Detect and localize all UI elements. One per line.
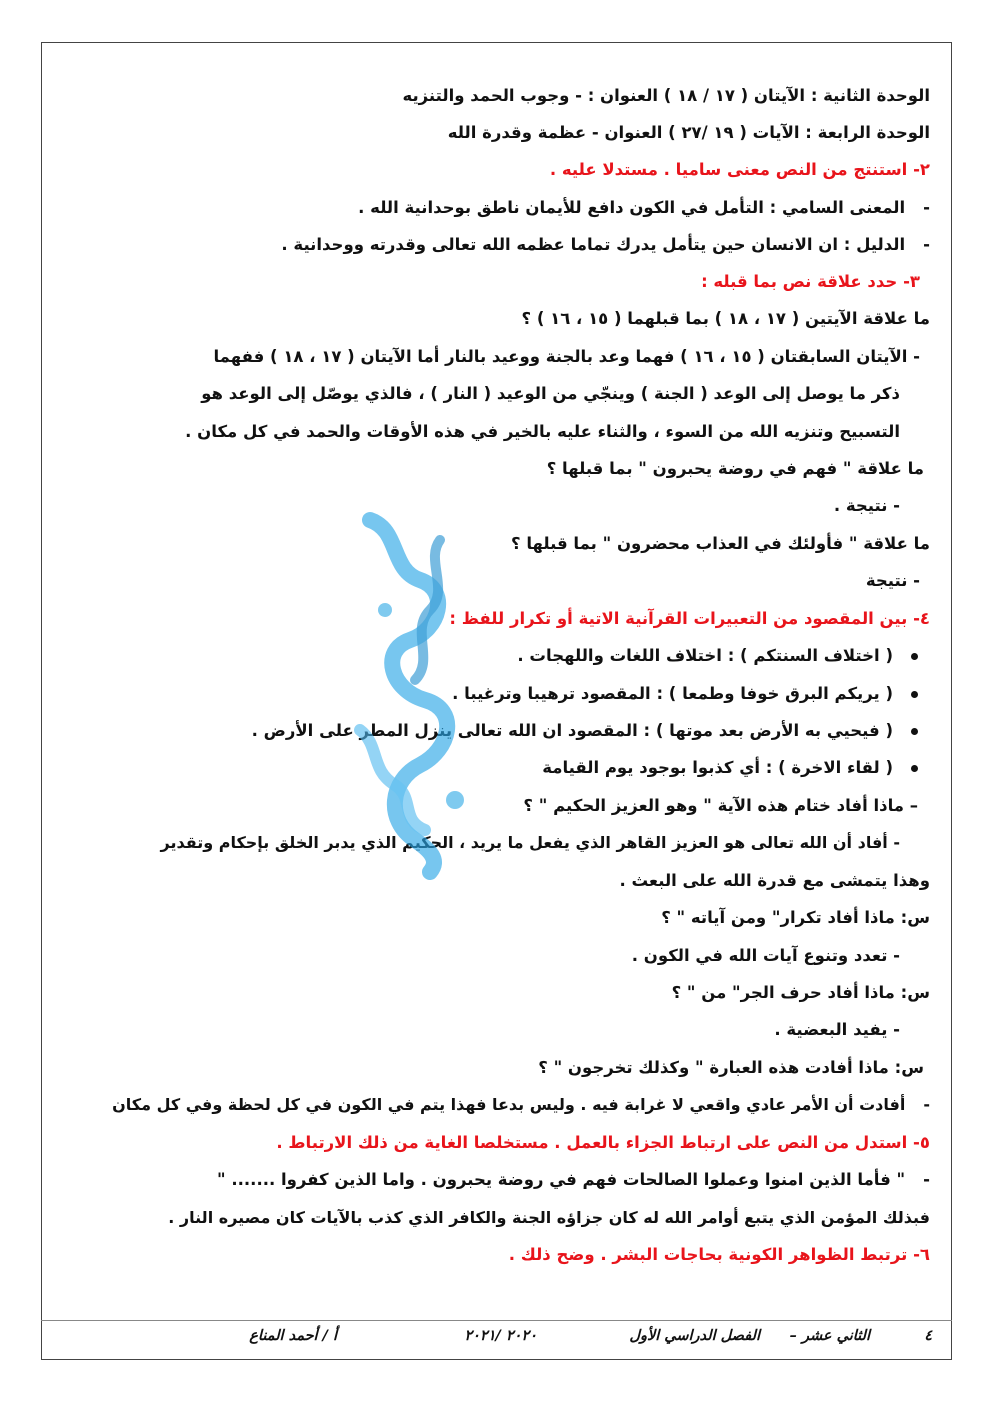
footer-year: ٢٠٢٠ /٢٠٢١	[464, 1328, 537, 1344]
list-item-text: ( لقاء الاخرة ) : أي كذبوا بوجود يوم القيامة	[542, 758, 893, 777]
dash-marker: -	[923, 1095, 930, 1114]
answer-text: التسبيح وتنزيه الله من السوء ، والثناء عليه بالخير في هذه الأوقات والحمد في كل مكان .	[185, 422, 900, 441]
question-2-heading: ٢- استنتج من النص معنى ساميا . مستدلا عليه .	[549, 160, 930, 179]
bullet-marker	[911, 765, 918, 772]
bullet-marker	[911, 728, 918, 735]
bullet-marker	[911, 653, 918, 660]
answer-text: فبذلك المؤمن الذي يتبع أوامر الله له كان جزاؤه الجنة والكافر الذي كذب بالآيات كان مصيره النار .	[168, 1208, 930, 1227]
question-text: – ماذا أفاد ختام هذه الآية " وهو العزيز الحكيم " ؟	[523, 796, 918, 815]
list-item-text: ( يريكم البرق خوفا وطمعا ) : المقصود ترهيبا وترغيبا .	[452, 684, 893, 703]
list-item	[217, 1168, 930, 1192]
question-text: س: ماذا أفاد حرف الجر" من " ؟	[671, 983, 930, 1002]
question-text: ما علاقة " فأولئك في العذاب محضرون " بما قبلها ؟	[511, 534, 930, 553]
list-item-text: أفادت أن الأمر عادي واقعي لا غرابة فيه . وليس بدعا فهذا يتم في الكون في كل لحظة وفي كل مكان	[112, 1095, 906, 1114]
page-number: ٤	[924, 1328, 932, 1344]
calligraphy-watermark	[330, 500, 490, 880]
footer-grade: الثاني عشر –	[789, 1328, 870, 1344]
question-text: س: ماذا أفاد تكرار" ومن آياته " ؟	[661, 908, 930, 927]
footer-author: أ / أحمد المناع	[249, 1328, 337, 1344]
answer-text: وهذا يتمشى مع قدرة الله على البعث .	[619, 871, 930, 890]
question-4-heading: ٤- بين المقصود من التعبيرات القرآنية الاتية أو تكرار للفظ :	[449, 609, 930, 628]
list-item-text: ( فيحيي به الأرض بعد موتها ) : المقصود ان الله تعالى ينزل المطر على الأرض .	[251, 721, 893, 740]
answer-text: - الآيتان السابقتان ( ١٥ ، ١٦ ) فهما وعد بالجنة ووعيد بالنار أما الآيتان ( ١٧ ، ١٨ ) ففهما	[213, 347, 920, 366]
list-item-text: " فأما الذين امنوا وعملوا الصالحات فهم في روضة يحبرون . واما الذين كفروا ....... "	[217, 1170, 906, 1189]
list-item	[358, 196, 930, 220]
list-item-text: الدليل : ان الانسان حين يتأمل يدرك تماما عظمه الله تعالى وقدرته ووحدانية .	[281, 235, 906, 254]
dash-marker: -	[923, 1170, 930, 1189]
list-item	[112, 1093, 930, 1117]
question-6-heading: ٦- ترتبط الظواهر الكونية بحاجات البشر . وضح ذلك .	[508, 1245, 930, 1264]
question-5-heading: ٥- استدل من النص على ارتباط الجزاء بالعمل . مستخلصا الغاية من ذلك الارتباط .	[276, 1133, 930, 1152]
list-item	[517, 644, 918, 668]
list-item-text: ( اختلاف السنتكم ) : اختلاف اللغات واللهجات .	[517, 646, 893, 665]
dash-marker: -	[923, 235, 930, 254]
list-item	[281, 233, 930, 257]
list-item	[452, 682, 918, 706]
list-item-text: المعنى السامي : التأمل في الكون دافع للأيمان ناطق بوحدانية الله .	[358, 198, 906, 217]
question-text: ما علاقة " فهم في روضة يحبرون " بما قبلها ؟	[546, 459, 924, 478]
answer-text: - نتيجة .	[833, 496, 900, 515]
answer-text: ذكر ما يوصل إلى الوعد ( الجنة ) وينجّي من الوعيد ( النار ) ، فالذي يوصّل إلى الوعد هو	[201, 384, 900, 403]
question-text: س: ماذا أفادت هذه العبارة " وكذلك تخرجون " ؟	[538, 1058, 924, 1077]
footer-divider	[41, 1320, 952, 1321]
unit-two-heading: الوحدة الثانية : الآيتان ( ١٧ / ١٨ ) العنوان : - وجوب الحمد والتنزيه	[402, 86, 930, 105]
answer-text: - تعدد وتنوع آيات الله في الكون .	[631, 946, 900, 965]
answer-text: - يفيد البعضية .	[774, 1020, 900, 1039]
answer-text: - أفاد أن الله تعالى هو العزيز القاهر الذي يفعل ما يريد ، الحكيم الذي يدبر الخلق بإحكام وتقدير	[160, 833, 900, 852]
question-3-heading: ٣- حدد علاقة نص بما قبله :	[701, 272, 920, 291]
bullet-marker	[911, 691, 918, 698]
dash-marker: -	[923, 198, 930, 217]
list-item	[542, 756, 918, 780]
answer-text: - نتيجة	[865, 571, 920, 590]
footer-semester: الفصل الدراسي الأول	[629, 1328, 760, 1344]
unit-four-heading: الوحدة الرابعة : الآيات ( ١٩ /٢٧ ) العنوان - عظمة وقدرة الله	[447, 123, 930, 142]
question-text: ما علاقة الآيتين ( ١٧ ، ١٨ ) بما قبلهما ( ١٥ ، ١٦ ) ؟	[521, 309, 930, 328]
